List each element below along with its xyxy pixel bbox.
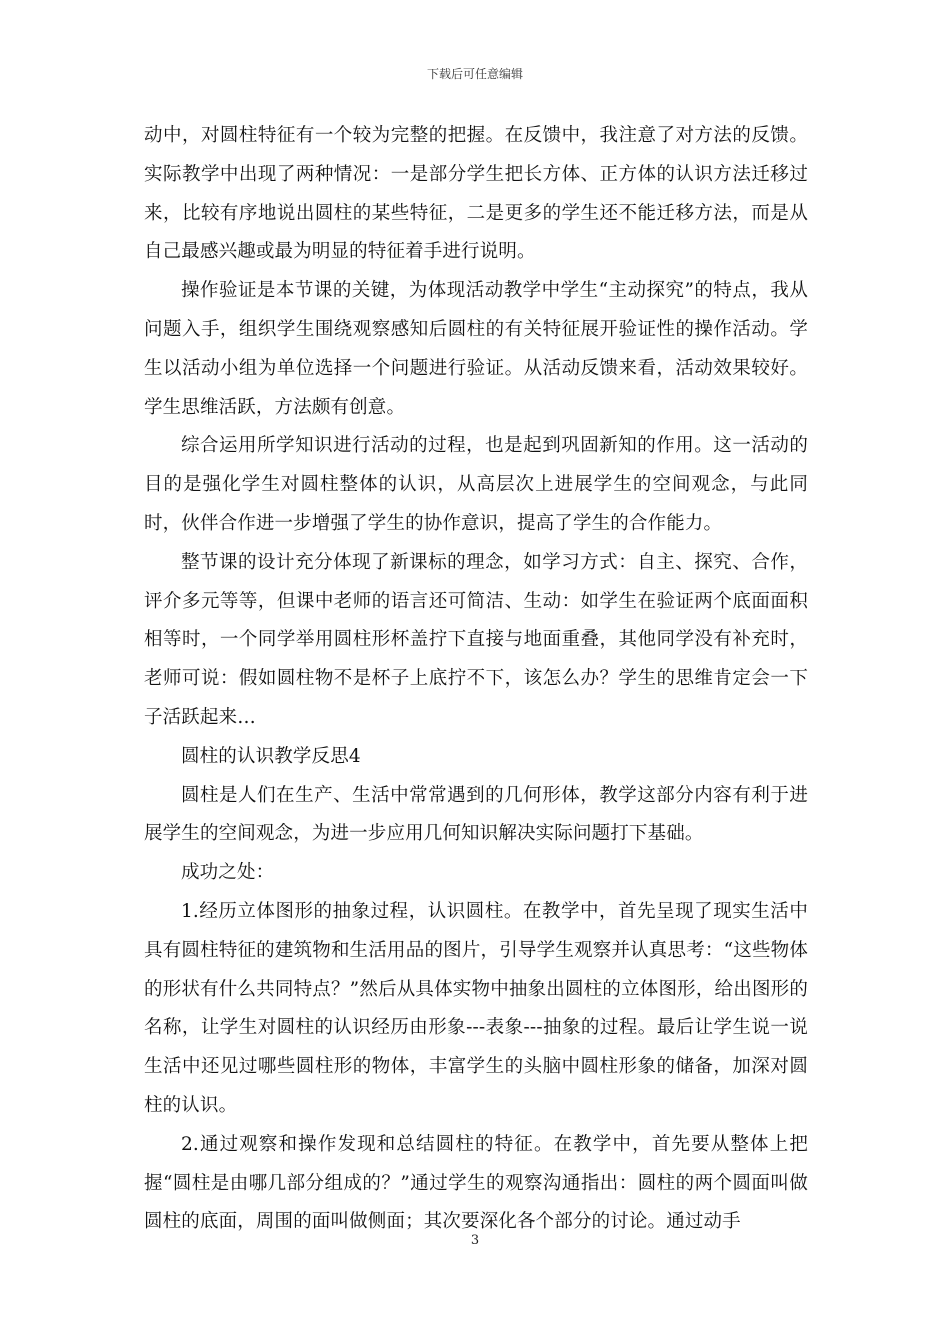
paragraph-intro: 圆柱是人们在生产、生活中常常遇到的几何形体，教学这部分内容有利于进展学生的空间观念，为进一步应用几何知识解决实际问题打下基础。 <box>144 784 808 845</box>
list-item-2: 2.通过观察和操作发现和总结圆柱的特征。在教学中，首先要从整体上把握“圆柱是由哪几部分组成的？”通过学生的观察沟通指出：圆柱的两个圆面叫做圆柱的底面，周围的面叫做侧面；其次要深化各个部分的讨论。通过动手 <box>144 1133 808 1233</box>
page-header: 下载后可任意编辑 <box>426 67 523 81</box>
paragraph-operation-verification: 操作验证是本节课的关键，为体现活动教学中学生“主动探究”的特点，我从问题入手，组织学生围绕观察感知后圆柱的有关特征展开验证性的操作活动。学生以活动小组为单位选择一个问题进行验证。从活动反馈来看，活动效果较好。学生思维活跃，方法颇有创意。 <box>144 280 808 418</box>
section-title: 圆柱的认识教学反思4 <box>181 745 361 767</box>
subheading-successes: 成功之处： <box>181 862 275 884</box>
paragraph-course-design: 整节课的设计充分体现了新课标的理念，如学习方式：自主、探究、合作，评介多元等等，但课中老师的语言还可简洁、生动：如学生在验证两个底面面积相等时，一个同学举用圆柱形杯盖拧下直接与地面重叠，其他同学没有补充时，老师可说：假如圆柱物不是杯子上底拧不下，该怎么办？学生的思维肯定会一下子活跃起来… <box>144 551 808 728</box>
document-body <box>144 117 808 1242</box>
paragraph-continuation: 动中，对圆柱特征有一个较为完整的把握。在反馈中，我注意了对方法的反馈。实际教学中出现了两种情况：一是部分学生把长方体、正方体的认识方法迁移过来，比较有序地说出圆柱的某些特征，二是更多的学生还不能迁移方法，而是从自己最感兴趣或最为明显的特征着手进行说明。 <box>144 125 808 263</box>
list-item-1: 1.经历立体图形的抽象过程，认识圆柱。在教学中，首先呈现了现实生活中具有圆柱特征的建筑物和生活用品的图片，引导学生观察并认真思考：“这些物体的形状有什么共同特点？”然后从具体实物中抽象出圆柱的立体图形，给出图形的名称，让学生对圆柱的认识经历由形象---表象---抽象的过程。最后让学生说一说生活中还见过哪些圆柱形的物体，丰富学生的头脑中圆柱形象的储备，加深对圆柱的认识。 <box>144 900 808 1116</box>
paragraph-comprehensive-application: 综合运用所学知识进行活动的过程，也是起到巩固新知的作用。这一活动的目的是强化学生对圆柱整体的认识，从高层次上进展学生的空间观念，与此同时，伙伴合作进一步增强了学生的协作意识，提高了学生的合作能力。 <box>144 435 808 534</box>
page-number: 3 <box>470 1233 480 1248</box>
